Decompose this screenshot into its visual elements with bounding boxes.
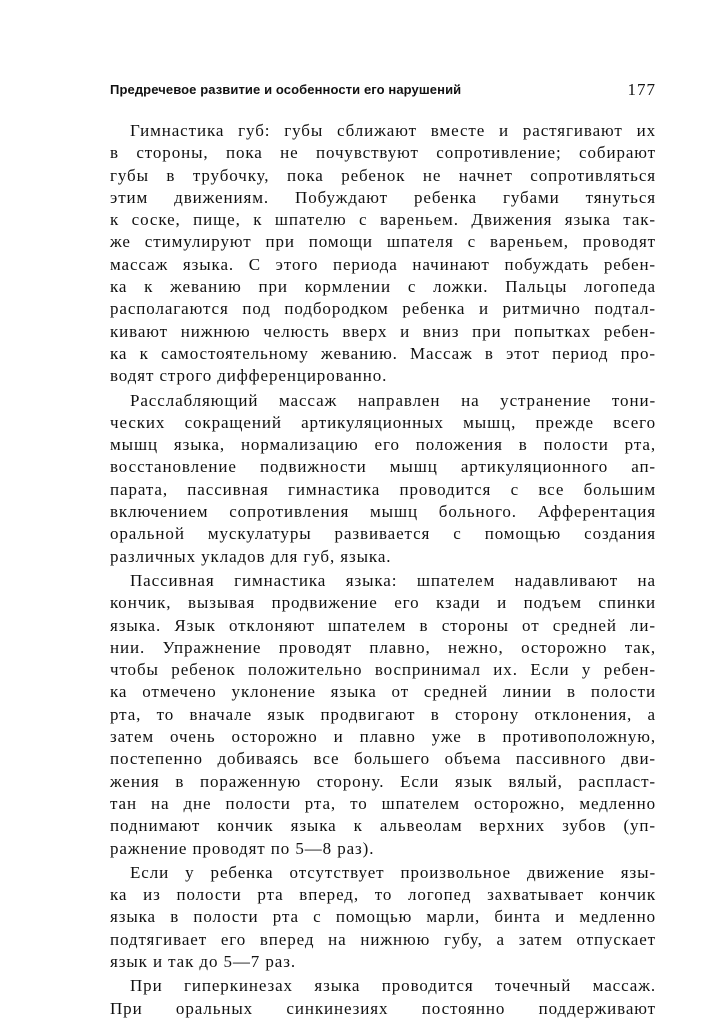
text-line: этим движениям. Побуждают ребенка губами тянуться: [110, 187, 656, 207]
paragraph: [110, 975, 656, 1020]
text-line: тан на дне полости рта, то шпателем осторожно, медленно: [110, 793, 656, 813]
text-line: ражнение проводят по 5—8 раз).: [110, 838, 375, 858]
text-line: водят строго дифференцированно.: [110, 366, 388, 386]
text-line: ка к самостоятельному жеванию. Массаж в этот период про-: [110, 343, 656, 363]
text-line: мышц языка, нормализацию его положения в полости рта,: [110, 435, 656, 455]
text-line: кивают нижнюю челюсть вверх и вниз при попытках ребен-: [110, 321, 656, 341]
text-line: ка отмечено уклонение языка от средней линии в полости: [110, 682, 656, 702]
text-line: парата, пассивная гимнастика проводится с все большим: [110, 479, 656, 499]
text-line: кончик, вызывая продвижение его кзади и подъем спинки: [110, 593, 656, 613]
text-line: ка к жеванию при кормлении с ложки. Пальцы логопеда: [110, 277, 656, 297]
text-line: поднимают кончик языка к альвеолам верхних зубов (уп-: [110, 816, 656, 836]
paragraph: [110, 862, 656, 973]
text-line: затем очень осторожно и плавно уже в противоположную,: [110, 727, 656, 747]
text-line: оральной мускулатуры развивается с помощью создания: [110, 524, 656, 544]
text-line: Если у ребенка отсутствует произвольное движение язы-: [130, 862, 656, 882]
text-line: чтобы ребенок положительно воспринимал их. Если у ребен-: [110, 660, 656, 680]
text-line: ческих сокращений артикуляционных мышц, прежде всего: [110, 412, 656, 432]
text-line: постепенно добиваясь все большего объема пассивного дви-: [110, 749, 656, 769]
body-text: [110, 120, 656, 1022]
paragraph: [110, 570, 656, 860]
text-line: язык и так до 5—7 раз.: [110, 951, 296, 971]
running-header: [110, 80, 656, 102]
paragraph: [110, 390, 656, 568]
text-line: восстановление подвижности мышц артикуляционного ап-: [110, 457, 656, 477]
running-title: Предречевое развитие и особенности его нарушений: [110, 82, 462, 97]
text-line: Гимнастика губ: губы сближают вместе и растягивают их: [130, 121, 656, 140]
text-line: рта, то вначале язык продвигают в сторону отклонения, а: [110, 704, 656, 724]
text-line: располагаются под подбородком ребенка и ритмично подтал-: [110, 299, 656, 319]
text-line: Пассивная гимнастика языка: шпателем надавливают на: [130, 570, 656, 590]
text-line: включением сопротивления мышц больного. Афферентация: [110, 502, 656, 522]
page-number: 177: [627, 80, 656, 99]
text-line: в стороны, пока не почувствуют сопротивление; собирают: [110, 143, 656, 163]
text-line: нии. Упражнение проводят плавно, нежно, осторожно так,: [110, 637, 656, 657]
text-line: При оральных синкинезиях постоянно поддерживают: [110, 998, 656, 1018]
text-line: подтягивает его вперед на нижнюю губу, а затем отпускает: [110, 929, 656, 949]
text-line: жения в пораженную сторону. Если язык вялый, распласт-: [110, 771, 656, 791]
text-line: различных укладов для губ, языка.: [110, 546, 392, 566]
paragraph: [110, 120, 656, 388]
text-line: губы в трубочку, пока ребенок не начнет сопротивляться: [110, 165, 656, 185]
text-line: же стимулируют при помощи шпателя с вареньем, проводят: [110, 232, 656, 252]
text-line: языка в полости рта с помощью марли, бинта и медленно: [110, 907, 656, 927]
text-line: ка из полости рта вперед, то логопед захватывает кончик: [110, 885, 656, 905]
text-line: языка. Язык отклоняют шпателем в стороны от средней ли-: [110, 615, 656, 635]
text-line: Расслабляющий массаж направлен на устранение тони-: [130, 390, 656, 410]
text-line: к соске, пище, к шпателю с вареньем. Движения языка так-: [110, 210, 656, 230]
text-line: массаж языка. С этого периода начинают побуждать ребен-: [110, 254, 656, 274]
text-line: При гиперкинезах языка проводится точечный массаж.: [130, 976, 656, 996]
